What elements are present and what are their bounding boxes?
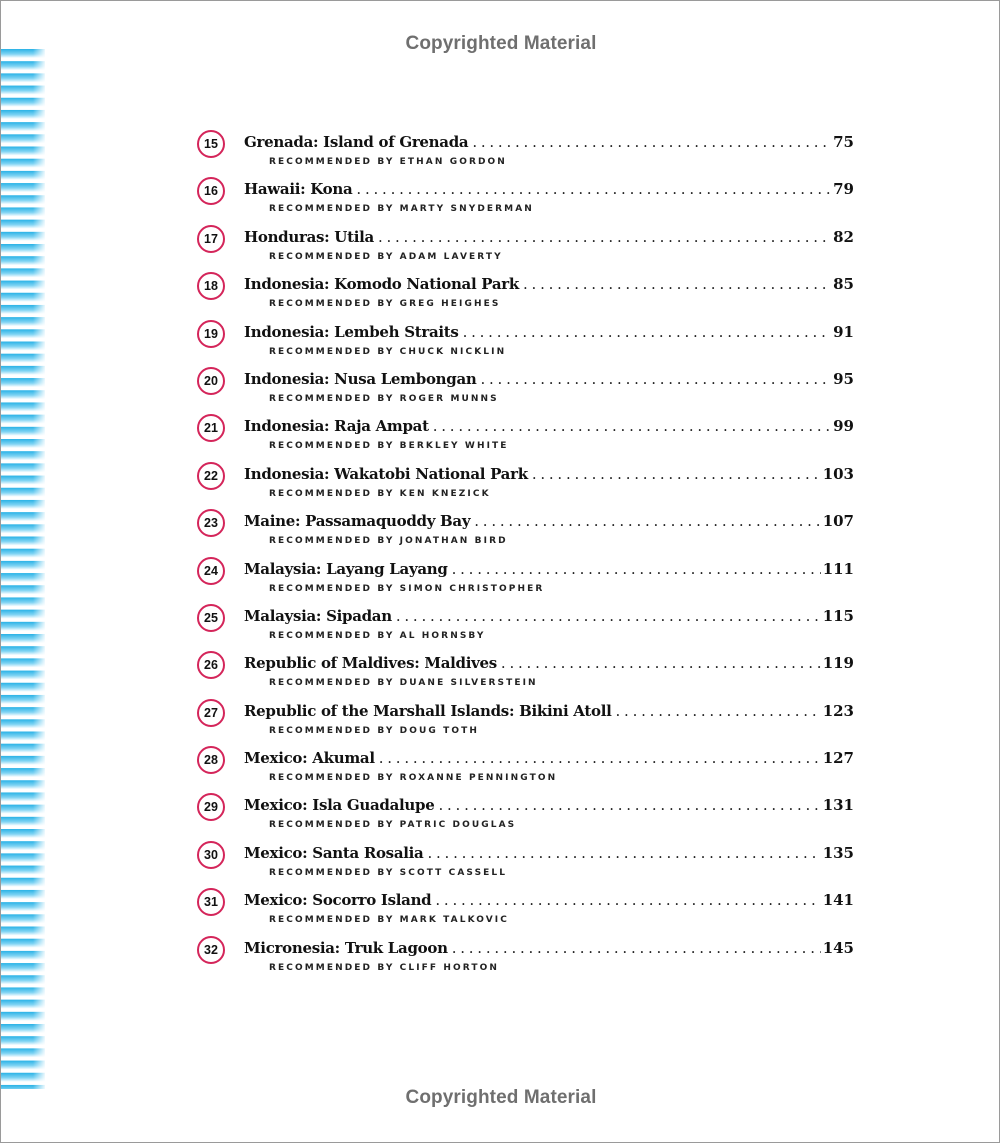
dot-leader xyxy=(472,133,831,151)
entry-line xyxy=(244,844,854,862)
entry-number-badge: 18 xyxy=(197,272,225,300)
entry-number-badge: 17 xyxy=(197,225,225,253)
entry-recommended-by: RECOMMENDED BY KEN KNEZICK xyxy=(269,488,491,499)
entry-line xyxy=(244,180,854,198)
entry-page-number: 145 xyxy=(822,938,854,957)
entry-recommended-by: RECOMMENDED BY JONATHAN BIRD xyxy=(269,536,508,547)
toc-entry[interactable] xyxy=(197,225,857,272)
toc-entry[interactable] xyxy=(197,651,857,698)
entry-line xyxy=(244,560,854,578)
entry-title: Indonesia: Lembeh Straits xyxy=(244,322,459,341)
watermark-top: Copyrighted Material xyxy=(405,33,597,54)
entry-recommended-by: RECOMMENDED BY DOUG TOTH xyxy=(269,725,479,736)
entry-line xyxy=(244,939,854,957)
toc-entry[interactable] xyxy=(197,936,857,983)
toc-entry[interactable] xyxy=(197,509,857,556)
entry-recommended-by: RECOMMENDED BY ROGER MUNNS xyxy=(269,393,499,404)
entry-title: Malaysia: Layang Layang xyxy=(244,559,448,578)
dot-leader xyxy=(427,844,820,862)
entry-line xyxy=(244,607,854,625)
entry-number-badge: 31 xyxy=(197,888,225,916)
entry-recommended-by: RECOMMENDED BY BERKLEY WHITE xyxy=(269,441,509,452)
toc-entry[interactable] xyxy=(197,888,857,935)
entry-page-number: 111 xyxy=(822,559,854,578)
entry-title: Malaysia: Sipadan xyxy=(244,606,392,625)
entry-number-badge: 30 xyxy=(197,841,225,869)
toc-entry[interactable] xyxy=(197,177,857,224)
entry-number-badge: 23 xyxy=(197,509,225,537)
entry-page-number: 85 xyxy=(833,275,854,294)
entry-recommended-by: RECOMMENDED BY CLIFF HORTON xyxy=(269,962,500,973)
toc-entry[interactable] xyxy=(197,793,857,840)
dot-leader xyxy=(433,417,831,435)
entry-title: Mexico: Isla Guadalupe xyxy=(244,796,435,815)
entry-page-number: 91 xyxy=(833,322,854,341)
entry-number-badge: 28 xyxy=(197,746,225,774)
watermark-bottom: Copyrighted Material xyxy=(405,1087,597,1108)
entry-line xyxy=(244,323,854,341)
entry-recommended-by: RECOMMENDED BY CHUCK NICKLIN xyxy=(269,346,507,357)
entry-title: Grenada: Island of Grenada xyxy=(244,133,469,151)
entry-line xyxy=(244,702,854,720)
entry-number-badge: 22 xyxy=(197,462,225,490)
toc-entry[interactable] xyxy=(197,462,857,509)
entry-line xyxy=(244,465,854,483)
entry-line xyxy=(244,512,854,530)
entry-number-badge: 24 xyxy=(197,557,225,585)
entry-title: Mexico: Akumal xyxy=(244,749,375,768)
entry-number-badge: 15 xyxy=(197,130,225,158)
toc-entry[interactable] xyxy=(197,557,857,604)
entry-line xyxy=(244,370,854,388)
dot-leader xyxy=(523,275,831,293)
entry-recommended-by: RECOMMENDED BY SIMON CHRISTOPHER xyxy=(269,583,545,594)
dot-leader xyxy=(463,323,832,341)
entry-page-number: 82 xyxy=(833,227,854,246)
entry-page-number: 99 xyxy=(833,417,854,436)
dot-leader xyxy=(438,796,820,814)
entry-title: Micronesia: Truk Lagoon xyxy=(244,938,448,957)
entry-page-number: 141 xyxy=(822,891,854,910)
entry-page-number: 95 xyxy=(833,369,854,388)
entry-number-badge: 32 xyxy=(197,936,225,964)
dot-leader xyxy=(501,654,821,672)
entry-recommended-by: RECOMMENDED BY MARTY SNYDERMAN xyxy=(269,204,534,215)
dot-leader xyxy=(452,560,821,578)
entry-page-number: 75 xyxy=(833,133,854,151)
dot-leader xyxy=(480,370,831,388)
toc-entry[interactable] xyxy=(197,746,857,793)
entry-title: Maine: Passamaquoddy Bay xyxy=(244,512,471,531)
entry-title: Republic of the Marshall Islands: Bikini Atoll xyxy=(244,701,612,720)
entry-recommended-by: RECOMMENDED BY SCOTT CASSELL xyxy=(269,867,508,878)
entry-title: Indonesia: Raja Ampat xyxy=(244,417,429,436)
entry-recommended-by: RECOMMENDED BY PATRIC DOUGLAS xyxy=(269,820,517,831)
dot-leader xyxy=(379,749,821,767)
entry-number-badge: 25 xyxy=(197,604,225,632)
entry-title: Hawaii: Kona xyxy=(244,180,353,199)
dot-leader xyxy=(396,607,821,625)
entry-page-number: 103 xyxy=(822,464,854,483)
entry-title: Honduras: Utila xyxy=(244,227,374,246)
entry-page-number: 115 xyxy=(822,606,854,625)
entry-line xyxy=(244,228,854,246)
entry-recommended-by: RECOMMENDED BY DUANE SILVERSTEIN xyxy=(269,678,538,689)
dot-leader xyxy=(474,512,820,530)
toc-entry[interactable] xyxy=(197,699,857,746)
entry-title: Mexico: Socorro Island xyxy=(244,891,432,910)
entry-recommended-by: RECOMMENDED BY GREG HEIGHES xyxy=(269,299,501,310)
entry-page-number: 123 xyxy=(822,701,854,720)
entry-page-number: 107 xyxy=(822,512,854,531)
entry-line xyxy=(244,133,854,151)
spiral-binding xyxy=(1,49,45,1089)
entry-line xyxy=(244,891,854,909)
table-of-contents xyxy=(197,130,857,983)
dot-leader xyxy=(435,891,820,909)
entry-line xyxy=(244,654,854,672)
entry-number-badge: 19 xyxy=(197,320,225,348)
entry-recommended-by: RECOMMENDED BY MARK TALKOVIC xyxy=(269,915,509,926)
toc-entry[interactable] xyxy=(197,320,857,367)
toc-entry[interactable] xyxy=(197,604,857,651)
entry-title: Mexico: Santa Rosalia xyxy=(244,843,424,862)
dot-leader xyxy=(532,465,821,483)
entry-line xyxy=(244,275,854,293)
toc-entry[interactable] xyxy=(197,367,857,414)
entry-recommended-by: RECOMMENDED BY ROXANNE PENNINGTON xyxy=(269,773,558,784)
entry-title: Indonesia: Nusa Lembongan xyxy=(244,369,477,388)
dot-leader xyxy=(378,228,831,246)
entry-number-badge: 21 xyxy=(197,414,225,442)
entry-page-number: 119 xyxy=(822,654,854,673)
entry-title: Republic of Maldives: Maldives xyxy=(244,654,497,673)
dot-leader xyxy=(356,180,831,198)
toc-entry[interactable] xyxy=(197,272,857,319)
entry-page-number: 131 xyxy=(822,796,854,815)
entry-line xyxy=(244,417,854,435)
toc-entry[interactable] xyxy=(197,130,857,177)
entry-recommended-by: RECOMMENDED BY AL HORNSBY xyxy=(269,630,486,641)
entry-line xyxy=(244,796,854,814)
toc-entry[interactable] xyxy=(197,841,857,888)
entry-number-badge: 29 xyxy=(197,793,225,821)
entry-line xyxy=(244,749,854,767)
entry-page-number: 127 xyxy=(822,749,854,768)
entry-title: Indonesia: Wakatobi National Park xyxy=(244,464,528,483)
entry-title: Indonesia: Komodo National Park xyxy=(244,275,519,294)
dot-leader xyxy=(616,702,821,720)
entry-number-badge: 16 xyxy=(197,177,225,205)
entry-number-badge: 27 xyxy=(197,699,225,727)
dot-leader xyxy=(452,939,821,957)
entry-page-number: 79 xyxy=(833,180,854,199)
toc-entry[interactable] xyxy=(197,414,857,461)
entry-recommended-by: RECOMMENDED BY ADAM LAVERTY xyxy=(269,251,503,262)
entry-number-badge: 20 xyxy=(197,367,225,395)
entry-page-number: 135 xyxy=(822,843,854,862)
entry-recommended-by: RECOMMENDED BY ETHAN GORDON xyxy=(269,157,507,167)
entry-number-badge: 26 xyxy=(197,651,225,679)
